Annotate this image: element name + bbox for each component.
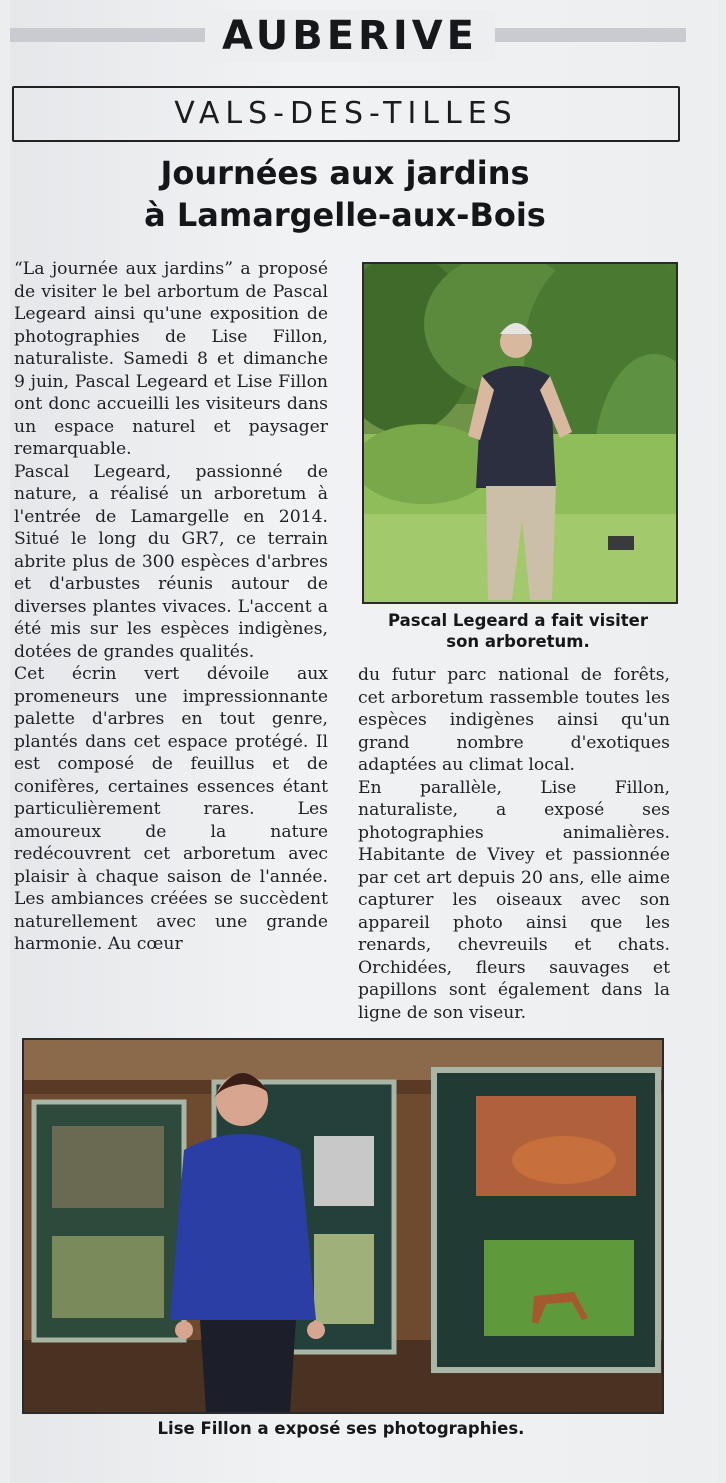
- town-heading: AUBERIVE: [205, 10, 495, 62]
- photo-exhibition-illustration: [24, 1040, 662, 1412]
- article-column-right: [358, 664, 670, 1024]
- paragraph: En parallèle, Lise Fillon, naturaliste, a exposé ses photographies animalières. Habitante de Vivey et passionnée par cet art depuis 20 ans, elle aime capturer les oiseaux avec son appareil photo ainsi que les renards, chevreuils et chats. Orchidées, fleurs sauvages et papillons sont également dans la ligne de son viseur.: [358, 777, 670, 1023]
- paragraph: Pascal Legeard, passionné de nature, a réalisé un arboretum à l'entrée de Lamargelle en 2014. Situé le long du GR7, ce terrain abrite plus de 300 espèces d'arbres et d'arbustes réunis autour de diverses plantes vivaces. L'accent a été mis sur les espèces indigènes, dotées de grandes qualités.: [14, 461, 328, 662]
- region-heading: VALS-DES-TILLES: [12, 86, 680, 142]
- article-headline: [30, 152, 660, 236]
- photo-arboretum: [362, 262, 678, 604]
- paragraph: “La journée aux jardins” a proposé de visiter le bel arbortum de Pascal Legeard ainsi qu'une exposition de photographies de Lise Fillon, naturaliste. Samedi 8 et dimanche 9 juin, Pascal Legeard et Lise Fillon ont donc accueilli les visiteurs dans un espace naturel et paysager remarquable.: [14, 259, 328, 459]
- article-column-left: [14, 258, 328, 956]
- photo-arboretum-caption: [362, 610, 674, 652]
- photo-exhibition: [22, 1038, 664, 1414]
- paragraph: du futur parc national de forêts, cet arboretum rassemble toutes les espèces indigènes ainsi qu'un grand nombre d'exotiques adaptées au climat local.: [358, 665, 670, 775]
- caption-line-2: son arboretum.: [446, 632, 590, 651]
- photo-exhibition-caption: Lise Fillon a exposé ses photographies.: [157, 1419, 525, 1438]
- headline-line-2: à Lamargelle-aux-Bois: [144, 196, 546, 234]
- photo-arboretum-illustration: [364, 264, 676, 602]
- paragraph: Cet écrin vert dévoile aux promeneurs une impressionnante palette d'arbres en tout genre, plantés dans cet espace protégé. Il est composé de feuillus et de conifères, certaines essences étant particulièrement rares. Les amoureux de la nature redécouvrent cet arboretum avec plaisir à chaque saison de l'année. Les ambiances créées se succèdent naturellement avec une grande harmonie. Au cœur: [14, 664, 328, 954]
- caption-line-1: Pascal Legeard a fait visiter: [387, 611, 649, 630]
- headline-line-1: Journées aux jardins: [160, 154, 530, 192]
